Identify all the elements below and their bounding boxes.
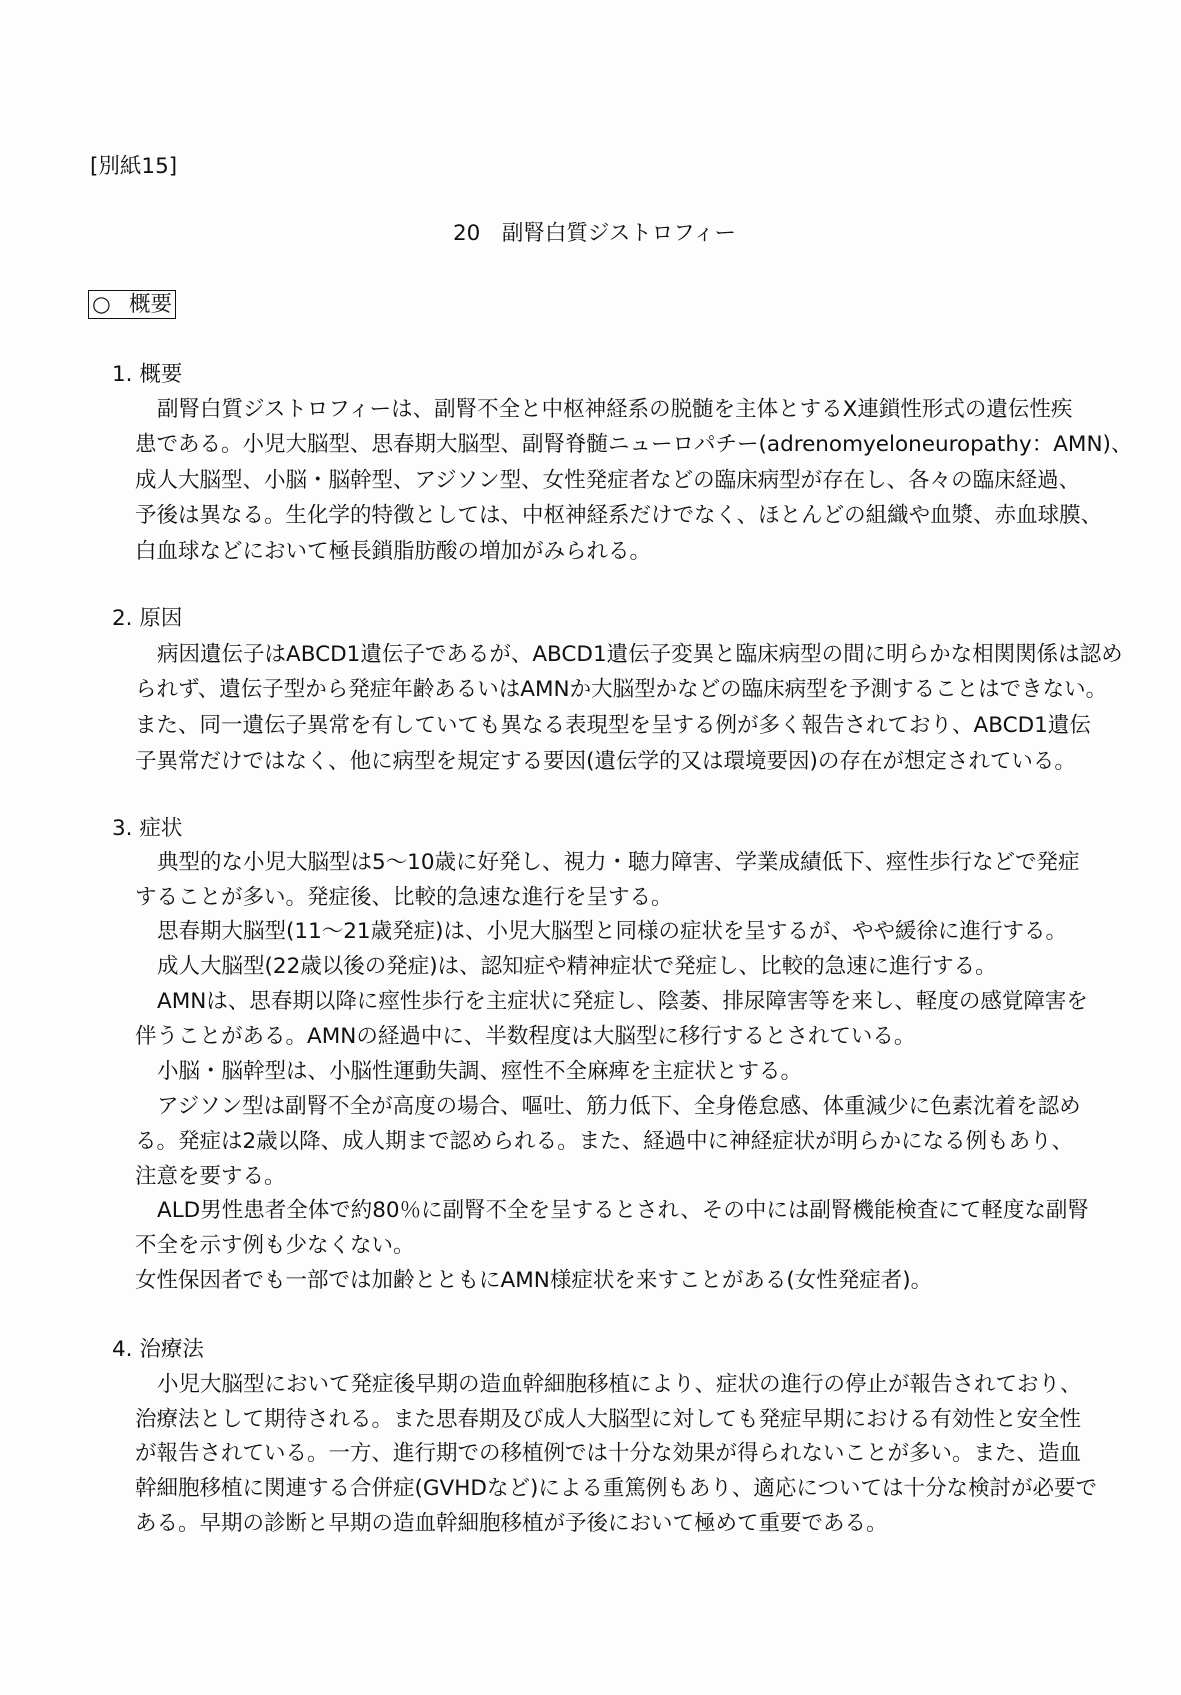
paragraph-line: 予後は異なる。生化学的特徴としては、中枢神経系だけでなく、ほとんどの組織や血漿、赤血球膜、	[135, 503, 1103, 528]
paragraph-line: 不全を示す例も少なくない。	[135, 1233, 415, 1258]
paragraph-line: AMNは、思春期以降に痙性歩行を主症状に発症し、陰萎、排尿障害等を来し、軽度の感覚障害を	[157, 989, 1088, 1014]
paragraph-line: 女性保因者でも一部では加齢とともにAMN様症状を来すことがある(女性発症者)。	[135, 1268, 933, 1293]
paragraph-line: 病因遺伝子はABCD1遺伝子であるが、ABCD1遺伝子変異と臨床病型の間に明らかな相関関係は認め	[157, 642, 1123, 667]
page-title: 20 副腎白質ジストロフィー	[453, 221, 736, 246]
paragraph-line: 小児大脳型において発症後早期の造血幹細胞移植により、症状の進行の停止が報告されており、	[157, 1372, 1082, 1397]
section-heading: 4. 治療法	[112, 1337, 204, 1362]
paragraph-line: 成人大脳型、小脳・脳幹型、アジソン型、女性発症者などの臨床病型が存在し、各々の臨床経過、	[135, 468, 1081, 493]
paragraph-line: 成人大脳型(22歳以後の発症)は、認知症や精神症状で発症し、比較的急速に進行する。	[157, 954, 997, 979]
paragraph-line: アジソン型は副腎不全が高度の場合、嘔吐、筋力低下、全身倦怠感、体重減少に色素沈着を認め	[157, 1094, 1081, 1119]
paragraph-line: 典型的な小児大脳型は5～10歳に好発し、視力・聴力障害、学業成績低下、痙性歩行などで発症	[157, 850, 1080, 875]
section-heading: 3. 症状	[112, 816, 183, 841]
attachment-label: [別紙15]	[90, 154, 178, 179]
paragraph-line: 小脳・脳幹型は、小脳性運動失調、痙性不全麻痺を主症状とする。	[157, 1059, 803, 1084]
paragraph-line: 思春期大脳型(11～21歳発症)は、小児大脳型と同様の症状を呈するが、やや緩徐に進行する。	[157, 919, 1067, 944]
paragraph-line: 白血球などにおいて極長鎖脂肪酸の増加がみられる。	[135, 539, 652, 564]
paragraph-line: ALD男性患者全体で約80％に副腎不全を呈するとされ、その中には副腎機能検査にて軽度な副腎	[157, 1198, 1089, 1223]
overview-box	[88, 290, 176, 319]
paragraph-line: することが多い。発症後、比較的急速な進行を呈する。	[135, 885, 673, 910]
paragraph-line: 患である。小児大脳型、思春期大脳型、副腎脊髄ニューロパチー(adrenomyeloneuropathy：AMN)、	[135, 432, 1133, 457]
paragraph-line: 注意を要する。	[135, 1164, 286, 1189]
paragraph-line: が報告されている。一方、進行期での移植例では十分な効果が得られないことが多い。また、造血	[135, 1441, 1082, 1466]
paragraph-line: 子異常だけではなく、他に病型を規定する要因(遺伝学的又は環境要因)の存在が想定されている。	[135, 749, 1076, 774]
circle-marker: ○	[92, 292, 111, 317]
paragraph-line: 幹細胞移植に関連する合併症(GVHDなど)による重篤例もあり、適応については十分な検討が必要で	[135, 1476, 1097, 1501]
overview-label: 概要	[129, 292, 173, 317]
paragraph-line: 副腎白質ジストロフィーは、副腎不全と中枢神経系の脱髄を主体とするX連鎖性形式の遺伝性疾	[157, 397, 1073, 422]
paragraph-line: ある。早期の診断と早期の造血幹細胞移植が予後において極めて重要である。	[135, 1511, 888, 1536]
paragraph-line: 伴うことがある。AMNの経過中に、半数程度は大脳型に移行するとされている。	[135, 1024, 916, 1049]
section-heading: 1. 概要	[112, 362, 183, 387]
paragraph-line: 治療法として期待される。また思春期及び成人大脳型に対しても発症早期における有効性と安全性	[135, 1407, 1082, 1432]
paragraph-line: また、同一遺伝子異常を有していても異なる表現型を呈する例が多く報告されており、ABCD1遺伝	[135, 713, 1091, 738]
section-heading: 2. 原因	[112, 606, 183, 631]
paragraph-line: る。発症は2歳以降、成人期まで認められる。また、経過中に神経症状が明らかになる例もあり、	[135, 1129, 1074, 1154]
paragraph-line: られず、遺伝子型から発症年齢あるいはAMNか大脳型かなどの臨床病型を予測することはできない。	[135, 677, 1108, 702]
